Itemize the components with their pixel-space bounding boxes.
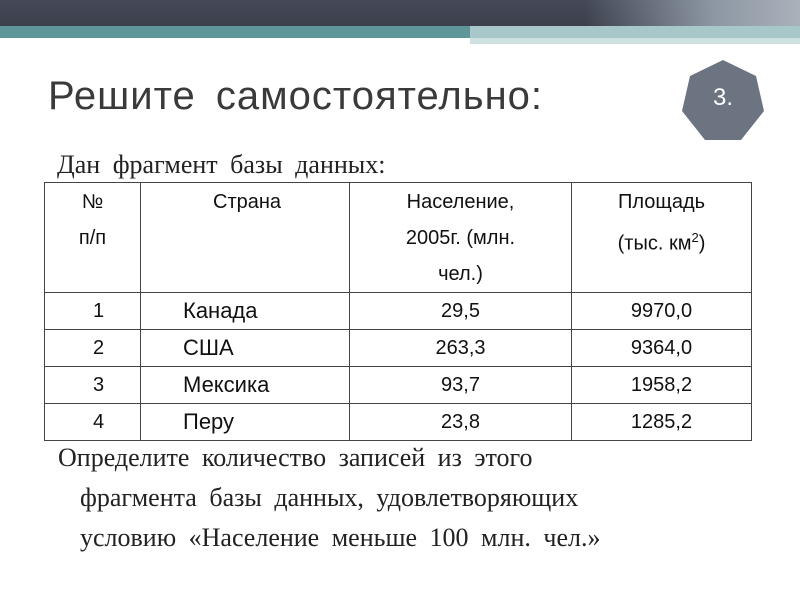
number-badge bbox=[680, 58, 766, 144]
cell-country: Мексика bbox=[141, 367, 350, 404]
question-text bbox=[58, 438, 778, 558]
cell-population: 263,3 bbox=[350, 330, 572, 367]
header-num: № п/п bbox=[45, 183, 141, 293]
cell-num: 2 bbox=[45, 330, 141, 367]
table-row bbox=[45, 330, 752, 367]
cell-num: 4 bbox=[45, 404, 141, 441]
top-decor-bar bbox=[0, 0, 800, 26]
cell-num: 1 bbox=[45, 293, 141, 330]
badge-label: 3. bbox=[712, 84, 733, 111]
question-line-3: условию «Население меньше 100 млн. чел.» bbox=[80, 523, 601, 552]
cell-population: 93,7 bbox=[350, 367, 572, 404]
top-decor-shade bbox=[585, 0, 800, 26]
intro-text: Дан фрагмент базы данных: bbox=[57, 150, 386, 179]
cell-area: 1958,2 bbox=[572, 367, 752, 404]
cell-country: Перу bbox=[141, 404, 350, 441]
cell-population: 23,8 bbox=[350, 404, 572, 441]
accent-decor-bar bbox=[0, 26, 800, 38]
table-header-row bbox=[45, 183, 752, 293]
slide-title: Решите самостоятельно: bbox=[48, 74, 544, 118]
header-country: Страна bbox=[141, 183, 350, 293]
table-row bbox=[45, 367, 752, 404]
header-area: Площадь (тыс. $км^2$) bbox=[572, 183, 752, 293]
cell-country: Канада bbox=[141, 293, 350, 330]
cell-country: США bbox=[141, 330, 350, 367]
cell-population: 29,5 bbox=[350, 293, 572, 330]
question-line-2: фрагмента базы данных, удовлетворяющих bbox=[80, 483, 579, 512]
table-row bbox=[45, 293, 752, 330]
database-table bbox=[44, 182, 752, 441]
header-population: Население, 2005г. (млн. чел.) bbox=[350, 183, 572, 293]
accent-decor-light bbox=[470, 26, 800, 38]
cell-num: 3 bbox=[45, 367, 141, 404]
cell-area: 9970,0 bbox=[572, 293, 752, 330]
cell-area: 9364,0 bbox=[572, 330, 752, 367]
cell-area: 1285,2 bbox=[572, 404, 752, 441]
question-line-1: Определите количество записей из этого bbox=[58, 443, 533, 472]
accent-decor-bar-2 bbox=[470, 38, 800, 44]
table-row bbox=[45, 404, 752, 441]
